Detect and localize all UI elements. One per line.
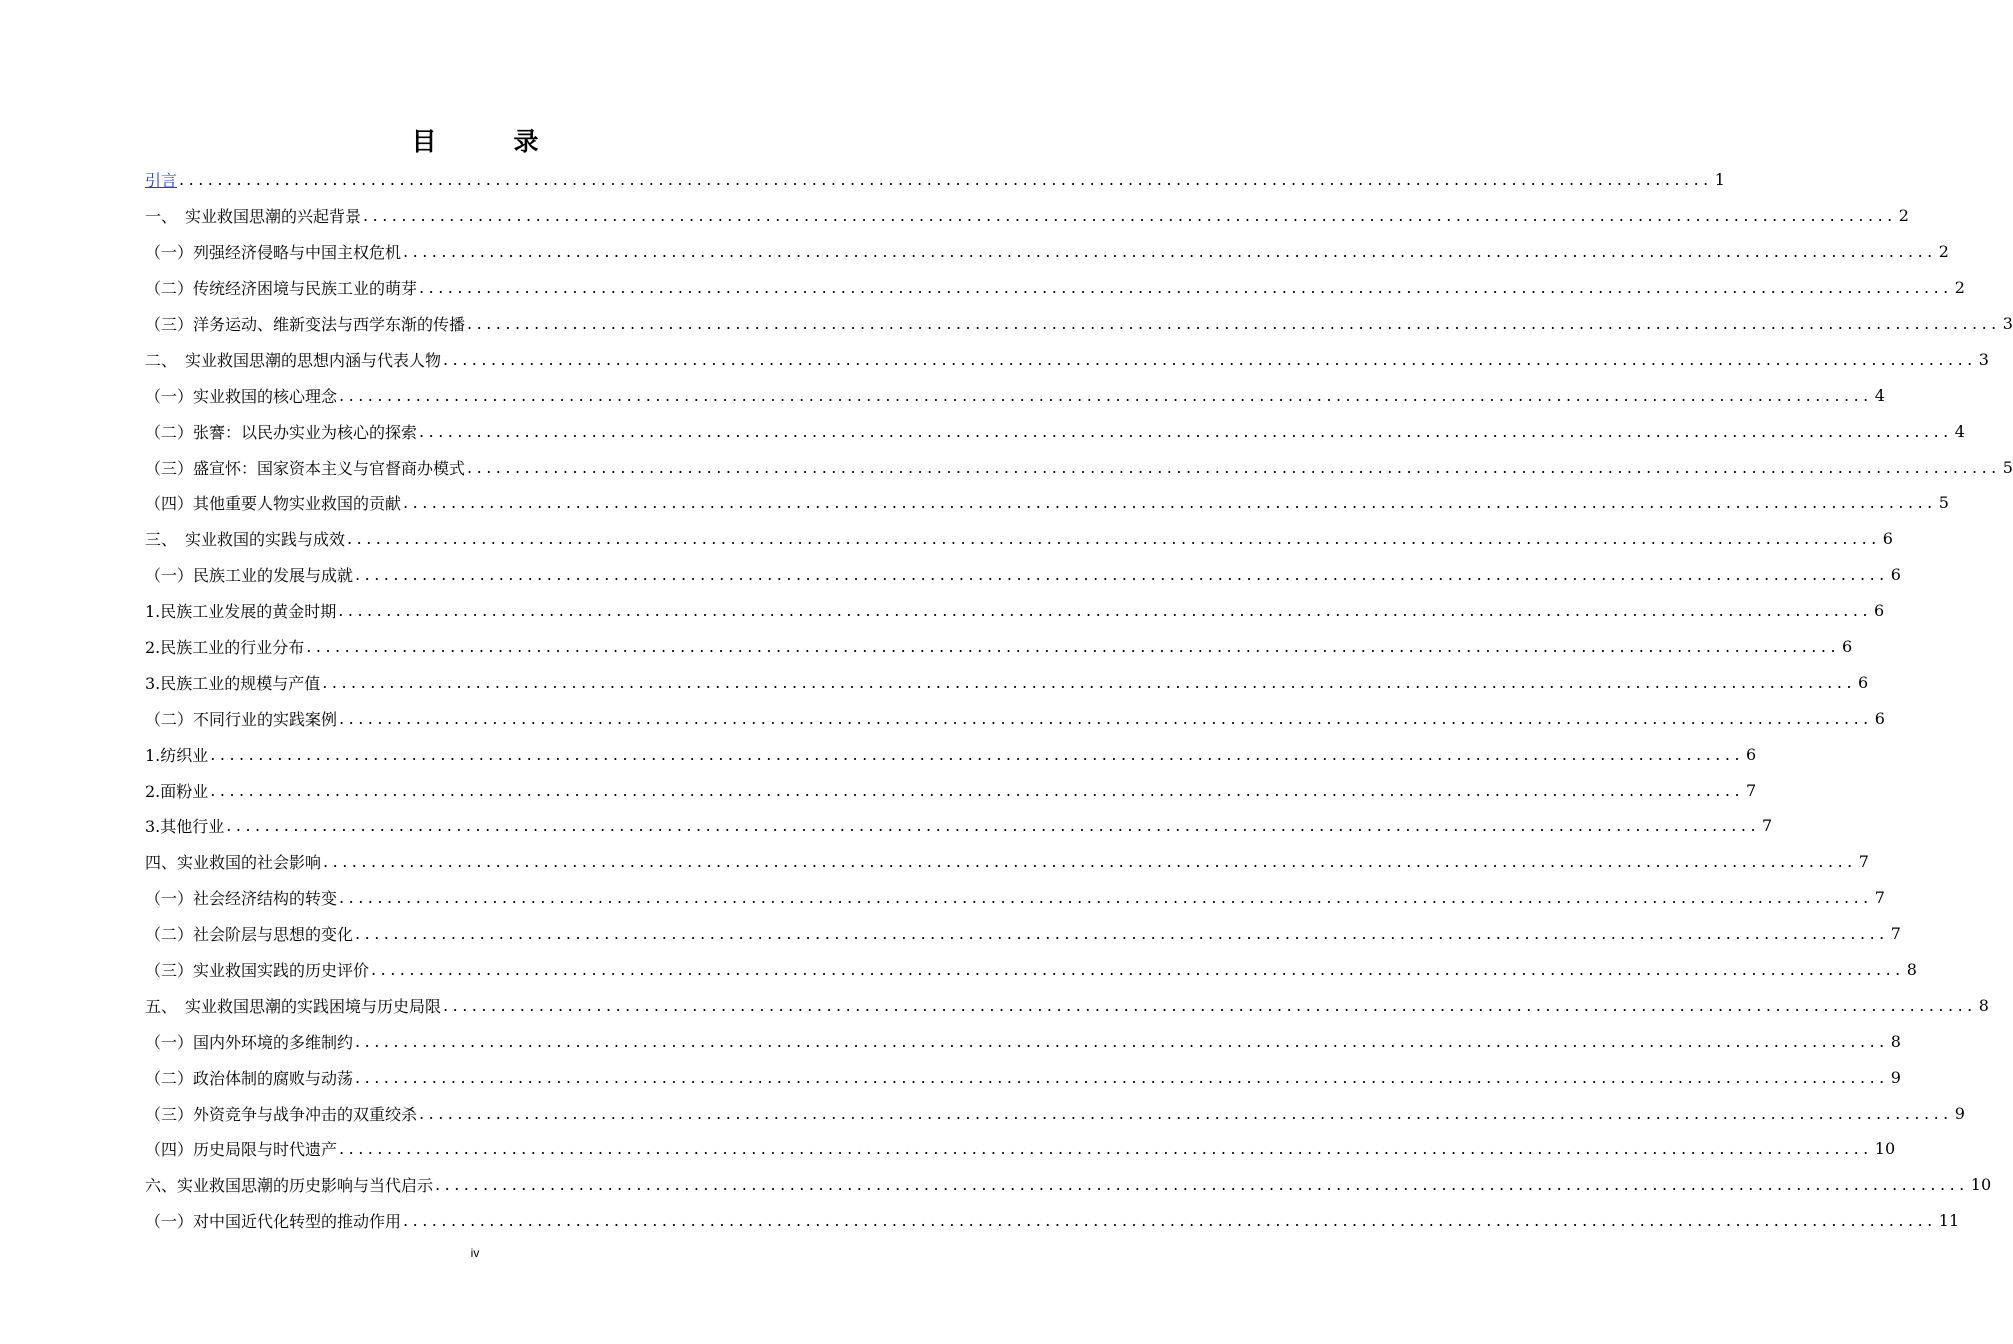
toc-leader-dots: ................................................................................................................................................................ — [323, 852, 1857, 872]
toc-entry[interactable] — [145, 198, 1909, 234]
toc-leader-dots: ................................................................................................................................................................ — [443, 349, 1977, 369]
toc-entry[interactable] — [145, 1095, 1965, 1131]
toc-entry-title: （二）政治体制的腐败与动荡 — [145, 1068, 354, 1088]
toc-leader-dots: ................................................................................................................................................................ — [338, 601, 1873, 621]
toc-entry-title: 六、实业救国思潮的历史影响与当代启示 — [145, 1176, 434, 1196]
toc-entry[interactable] — [145, 808, 1773, 844]
toc-leader-dots: ................................................................................................................................................................ — [179, 170, 1713, 190]
toc-entry[interactable] — [145, 987, 1989, 1023]
toc-entry[interactable] — [145, 593, 1885, 629]
toc-entry[interactable] — [145, 664, 1869, 700]
toc-entry-page: 6 — [1882, 529, 1893, 549]
toc-entry-page: 8 — [1906, 960, 1917, 980]
toc-entry-title: （三）实业救国实践的历史评价 — [145, 961, 370, 981]
toc-entry-page: 11 — [1938, 1211, 1960, 1231]
toc-entry[interactable] — [145, 1203, 1960, 1239]
toc-entry[interactable] — [145, 341, 1989, 377]
toc-entry-title: （二）社会阶层与思想的变化 — [145, 925, 354, 945]
toc-entry-title: 五、 实业救国思潮的实践困境与历史局限 — [145, 996, 442, 1016]
toc-entry-page: 6 — [1874, 601, 1885, 621]
toc-entry-title: （四）其他重要人物实业救国的贡献 — [145, 494, 402, 514]
page-number: iv — [470, 1246, 480, 1260]
toc-entry-title: （三）外资竞争与战争冲击的双重绞杀 — [145, 1104, 418, 1124]
toc-leader-dots: ................................................................................................................................................................ — [339, 708, 1873, 728]
toc-entry-page: 5 — [2002, 457, 2013, 477]
toc-entry[interactable] — [145, 629, 1853, 665]
toc-entry-title: （三）盛宣怀：国家资本主义与官督商办模式 — [145, 458, 466, 478]
toc-entry-title: 二、 实业救国思潮的思想内涵与代表人物 — [145, 350, 442, 370]
toc-leader-dots: ................................................................................................................................................................ — [467, 314, 2001, 333]
toc-entry[interactable] — [145, 1167, 1992, 1203]
toc-leader-dots: ................................................................................................................................................................ — [210, 744, 1745, 764]
toc-entry[interactable] — [145, 844, 1869, 880]
toc-entry-page: 9 — [1954, 1103, 1965, 1123]
toc-leader-dots: ................................................................................................................................................................ — [419, 1103, 1953, 1123]
toc-leader-dots: ................................................................................................................................................................ — [355, 565, 1889, 585]
toc-entry[interactable] — [145, 162, 1725, 198]
toc-leader-dots: ................................................................................................................................................................ — [419, 278, 1953, 298]
toc-entry-page: 8 — [1978, 995, 1989, 1015]
toc-entry-title: 三、 实业救国的实践与成效 — [145, 530, 346, 550]
toc-leader-dots: ................................................................................................................................................................ — [403, 1211, 1937, 1231]
toc-entry-page: 6 — [1842, 637, 1853, 657]
toc-entry[interactable] — [145, 772, 1757, 808]
toc-entry-page: 4 — [1954, 421, 1965, 441]
toc-entry-page: 3 — [2002, 314, 2013, 333]
toc-entry-page: 2 — [1898, 206, 1909, 226]
page-title: 目 录 — [411, 127, 565, 156]
toc-leader-dots: ................................................................................................................................................................ — [403, 493, 1937, 513]
toc-entry-page: 10 — [1970, 1175, 1992, 1195]
toc-leader-dots: ................................................................................................................................................................ — [467, 457, 2001, 477]
toc-entry[interactable] — [145, 880, 1885, 916]
table-of-contents — [145, 162, 2013, 1239]
toc-entry-page: 6 — [1890, 565, 1901, 585]
toc-entry-page: 6 — [1874, 708, 1885, 728]
toc-entry-page: 7 — [1746, 780, 1757, 800]
toc-entry-page: 2 — [1954, 278, 1965, 298]
toc-entry[interactable] — [145, 485, 1949, 521]
toc-entry-title: （一）列强经济侵略与中国主权危机 — [145, 243, 402, 263]
toc-entry-page: 6 — [1746, 744, 1757, 764]
toc-entry-title: 2.民族工业的行业分布 — [145, 638, 305, 658]
toc-leader-dots: ................................................................................................................................................................ — [355, 1031, 1889, 1051]
toc-leader-dots: ................................................................................................................................................................ — [339, 888, 1873, 908]
toc-entry-title: 3.其他行业 — [145, 817, 225, 837]
toc-entry[interactable] — [145, 1023, 1901, 1059]
toc-entry-page: 1 — [1714, 170, 1725, 190]
toc-entry-page: 5 — [1938, 493, 1949, 513]
toc-entry[interactable] — [145, 736, 1757, 772]
toc-entry[interactable] — [145, 449, 2013, 485]
toc-entry[interactable] — [145, 700, 1885, 736]
toc-entry-title: （一）实业救国的核心理念 — [145, 386, 338, 406]
toc-entry-page: 7 — [1762, 816, 1773, 836]
toc-leader-dots: ................................................................................................................................................................ — [403, 242, 1937, 262]
toc-entry-title: （一）社会经济结构的转变 — [145, 889, 338, 909]
toc-leader-dots: ................................................................................................................................................................ — [363, 206, 1897, 226]
toc-entry-title: 3.民族工业的规模与产值 — [145, 673, 321, 693]
toc-leader-dots: ................................................................................................................................................................ — [339, 1139, 1873, 1159]
toc-entry[interactable] — [145, 377, 1885, 413]
toc-entry[interactable] — [145, 413, 1965, 449]
toc-entry-title: （二）张謇：以民办实业为核心的探索 — [145, 422, 418, 442]
toc-entry-title: （三）洋务运动、维新变法与西学东渐的传播 — [145, 315, 466, 334]
toc-entry[interactable] — [145, 1059, 1901, 1095]
toc-entry-title: （二）不同行业的实践案例 — [145, 709, 338, 729]
toc-entry-title: （一）民族工业的发展与成就 — [145, 566, 354, 586]
toc-entry-page: 3 — [1978, 349, 1989, 369]
toc-entry[interactable] — [145, 557, 1901, 593]
toc-entry-page: 8 — [1890, 1031, 1901, 1051]
toc-entry-page: 10 — [1874, 1139, 1896, 1159]
toc-leader-dots: ................................................................................................................................................................ — [322, 672, 1857, 692]
toc-leader-dots: ................................................................................................................................................................ — [210, 780, 1745, 800]
toc-entry[interactable] — [145, 521, 1893, 557]
toc-entry-title: （四）历史局限与时代遗产 — [145, 1140, 338, 1160]
toc-entry-page: 2 — [1938, 242, 1949, 262]
toc-entry-page: 7 — [1890, 924, 1901, 944]
toc-entry-title: 1.纺织业 — [145, 745, 209, 765]
toc-leader-dots: ................................................................................................................................................................ — [355, 924, 1889, 944]
toc-entry-page: 4 — [1874, 385, 1885, 405]
toc-entry-page: 9 — [1890, 1067, 1901, 1087]
toc-entry-page: 7 — [1858, 852, 1869, 872]
toc-entry-title[interactable]: 引言 — [145, 171, 178, 191]
toc-leader-dots: ................................................................................................................................................................ — [347, 529, 1881, 549]
toc-entry[interactable] — [145, 234, 1949, 270]
toc-entry-title: （二）传统经济困境与民族工业的萌芽 — [145, 279, 418, 299]
toc-leader-dots: ................................................................................................................................................................ — [435, 1175, 1969, 1195]
toc-entry[interactable] — [145, 270, 1965, 306]
toc-leader-dots: ................................................................................................................................................................ — [443, 995, 1977, 1015]
toc-entry-title: （一）国内外环境的多维制约 — [145, 1032, 354, 1052]
toc-leader-dots: ................................................................................................................................................................ — [339, 385, 1873, 405]
toc-entry-title: 一、 实业救国思潮的兴起背景 — [145, 207, 362, 227]
toc-entry[interactable] — [145, 952, 1917, 988]
toc-leader-dots: ................................................................................................................................................................ — [371, 960, 1905, 980]
toc-leader-dots: ................................................................................................................................................................ — [226, 816, 1761, 836]
toc-leader-dots: ................................................................................................................................................................ — [306, 637, 1841, 657]
toc-entry-title: 2.面粉业 — [145, 781, 209, 801]
toc-entry[interactable] — [145, 1131, 1896, 1167]
toc-leader-dots: ................................................................................................................................................................ — [419, 421, 1953, 441]
toc-entry-page: 6 — [1858, 672, 1869, 692]
toc-entry[interactable] — [145, 306, 2013, 342]
toc-entry-title: 四、实业救国的社会影响 — [145, 853, 322, 873]
toc-entry[interactable] — [145, 916, 1901, 952]
toc-entry-title: （一）对中国近代化转型的推动作用 — [145, 1212, 402, 1232]
toc-entry-title: 1.民族工业发展的黄金时期 — [145, 602, 337, 622]
toc-leader-dots: ................................................................................................................................................................ — [355, 1067, 1889, 1087]
toc-entry-page: 7 — [1874, 888, 1885, 908]
